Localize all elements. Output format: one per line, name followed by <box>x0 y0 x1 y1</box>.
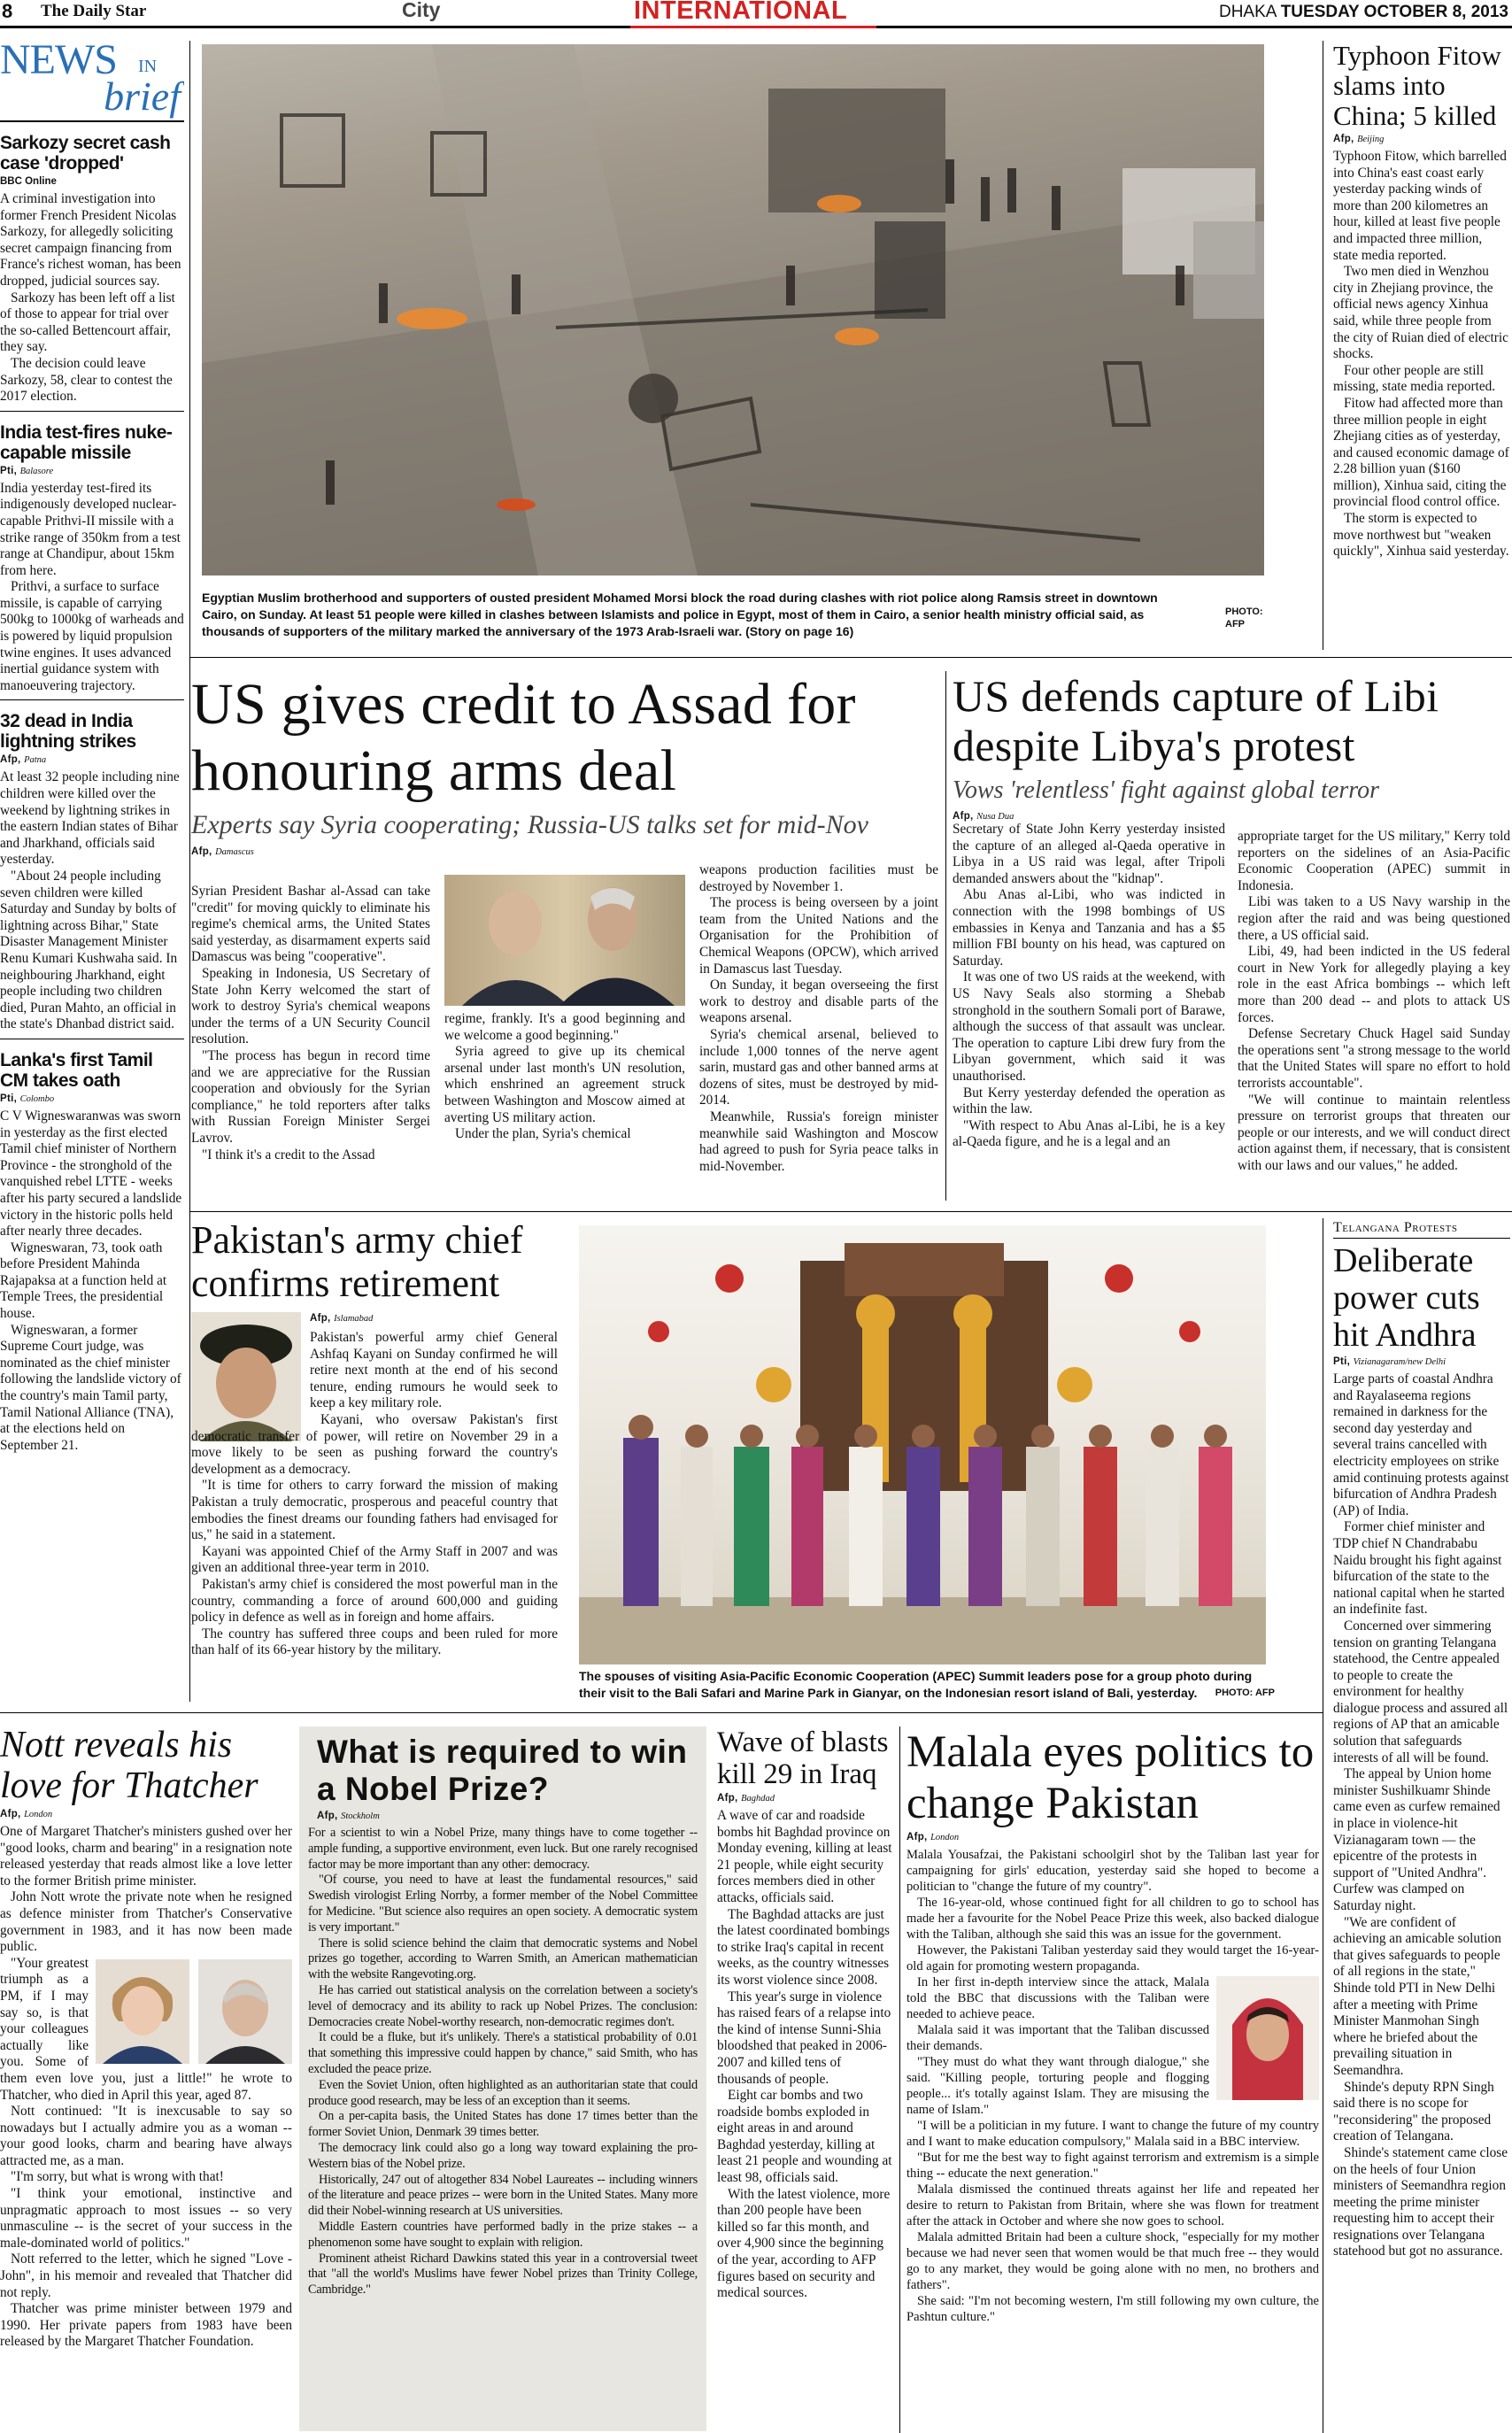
thatcher-body: One of Margaret Thatcher's ministers gushed over her "good looks, charm and bearing" in a resignation note released yesterday that reads almost like a love letter to the former British prime minister. John Nott wrote the private note when he resigned as defence minister from Thatcher's Conservative government in 1983, and it has now been made public. "Your greatest triumph as a PM, if I may say so, is that your colleagues actually like you. Some of them even love you, just a little!" he wrote to Thatcher, who died in April this year, aged 87. Nott continued: "It is inexcusable to say so nowadays but I actually admire you as a woman -- your good looks, charm and bearing have always attracted me, as a man. "I'm sorry, but what is wrong with that! "I think your emotional, instinctive and unpragmatic approach to most issues -- so very unmasculine -- is the secret of your success in the male-dominated world of politics." Nott referred to the letter, which he signed "Love - John", in his memoir and revealed that Thatcher did not reply. Thatcher was prime minister between 1979 and 1990. Her private papers from 1983 have been released by the Margaret Thatcher Foundation. <box>0 1824 292 2350</box>
dateline-place: DHAKA <box>1218 3 1277 21</box>
libi-body-col2: appropriate target for the US military," Kerry told reporters on the sidelines of an Asia-Pacific Economic Cooperation (APEC) summit in Indonesia. Libi was taken to a US Navy warship in the region after the raid and was being questioned there, a US official said. Libi, 49, had been indicted in the US federal court in New York for allegedly playing a key role in the east Africa bombings -- which left more than 200 dead -- and plots to attack US forces. Defense Secretary Chuck Hagel said Sunday the operations sent "a strong message to the world that the United States will spare no effort to hold terrorists accountable". "We will continue to maintain relentless pressure on terrorist groups that threaten our people or our interests, and we will conduct direct action against them, if necessary, that is consistent with our laws and our values," he added. <box>1238 829 1510 1173</box>
brief-body: India yesterday test-fired its indigenously developed nuclear-capable Prithvi-II missile with a strike range of 350km from a test range at Chandipur, about 15km from here. Prithvi, a surface to surface missile, is capable of carrying 500kg to 1000kg of warheads and is powered by liquid propulsion twine engines. It uses advanced inertial guidance system with manoeuvering trajectory. <box>0 480 184 693</box>
thatcher-nott-photos <box>96 1959 292 2064</box>
pakistan-body: Pakistan's powerful army chief General Ashfaq Kayani on Sunday confirmed he will retire next month at the end of his second tenure, ending rumours he would seek to keep a key military role. Kayani, who oversaw Pakistan's first democratic transfer of power, will retire on November 29 in a move likely to be seen as pushing forward the country's development as a democracy. "It is time for others to carry forward the mission of making Pakistan a truly democratic, prosperous and peaceful country that embodies the finest dreams our founding fathers had envisaged for us," he said in a statement. Kayani was appointed Chief of the Army Staff in 2007 and was given an additional three-year term in 2010. Pakistan's army chief is considered the most powerful man in the country, commanding a force of around 600,000 and guiding policy in defence as well as in foreign and home affairs. The country has suffered three coups and been ruled for more than half of its 66-year history by the military. <box>191 1330 558 1658</box>
brief-body: At least 32 people including nine children were killed over the weekend by lightning strikes in the eastern Indian states of Bihar and Jharkhand, officials said yesterday. "About 24 people including seven children were killed Saturday and Sunday by bolts of lightning across Bihar," State Disaster Management Minister Renu Kumari Kushwaha said. In neighbouring Jharkhand, eight people including two children died, Puran Mahto, an official in the state's Dhanbad district said. <box>0 769 180 1032</box>
nobel-headline: What is required to win a Nobel Prize? <box>317 1734 688 1807</box>
left-column-divider <box>189 41 190 1702</box>
telangana-body: Large parts of coastal Andhra and Rayalaseema regions remained in darkness for the second day yesterday and several trains cancelled with electricity employees on strike amid continuing protests against bifurcation of Andhra Pradesh (AP) of India. Former chief minister and TDP chief N Chandrababu Naidu brought his fight against bifurcation of the state to the national capital when he started an indefinite fast. Concerned over simmering tension on granting Telangana statehood, the Centre appealed to people to create the environment for healthy dialogue process and assured all regions of AP that an amicable solution that safeguards interests of all will be found. The appeal by Union home minister Sushilkuamr Shinde came even as curfew remained in place in violence-hit Vizianagaram town — the epicentre of the protests in support of "United Andhra". Curfew was clamped on Saturday night. "We are confident of achieving an amicable solution that gives safeguards to people of all regions in the state," Shinde told PTI in New Delhi after a meeting with Prime Minister Manmohan Singh where he briefed about the prevailing situation in Seemandhra. Shinde's deputy RPN Singh said there is no scope for "reconsidering" the proposed creation of Telangana. Shinde's statement came close on the heels of four Union ministers of Seemandhra region meeting the prime minister requesting him to accept their resignations over Telangana statehood but got no assurance. <box>1333 1371 1509 2259</box>
cairo-photo-caption: Egyptian Muslim brotherhood and supporters of ousted president Mohamed Morsi block the road during clashes with riot police along Ramsis street in downtown Cairo, on Sunday. At least 51 people were killed in clashes between Islamists and police in Egypt, most of them in Cairo, a senior health ministry official said, as thousands of supporters of the military marked the anniversary of the 1973 Arab-Israeli war. (Story on page 16) <box>202 591 1158 638</box>
assad-article <box>191 671 954 1202</box>
malala-photo <box>1216 1976 1319 2100</box>
kerry-lavrov-photo <box>444 875 685 1006</box>
telangana-credit: Pti, Vizianagaram/new Delhi <box>1333 1356 1446 1367</box>
brief-body: A criminal investigation into former French President Nicolas Sarkozy, for allegedly soliciting secret campaign financing from France's richest woman, has been dropped, judicial sources say. Sarkozy has been left off a list of those to appear for trial over the so-called Bettencourt affair, they say. The decision could leave Sarkozy, 58, clear to contest the 2017 election. <box>0 191 181 405</box>
thatcher-headline: Nott reveals his love for Thatcher <box>0 1725 258 1806</box>
nobel-credit: Afp, Stockholm <box>317 1811 380 1821</box>
brief-credit: Pti, Colombo <box>0 1093 55 1104</box>
libi-subhead: Vows 'relentless' fight against global terror <box>953 776 1380 804</box>
iraq-headline: Wave of blasts kill 29 in Iraq <box>717 1726 889 1790</box>
libi-headline: US defends capture of Libi despite Libya's protest <box>953 671 1439 770</box>
iraq-credit: Afp, Baghdad <box>717 1793 775 1804</box>
section-title: INTERNATIONAL <box>634 0 848 25</box>
cairo-clashes-photo <box>202 44 1264 575</box>
typhoon-credit: Afp, Beijing <box>1333 134 1385 144</box>
malala-credit: Afp, London <box>906 1832 960 1842</box>
thatcher-credit: Afp, London <box>0 1809 53 1819</box>
apec-photo-credit: PHOTO: AFP <box>1215 1688 1275 1698</box>
brief-item <box>0 711 184 1033</box>
iraq-divider <box>899 1726 900 2433</box>
assad-libi-divider <box>945 671 946 1201</box>
news-in-brief-title-brief: brief <box>104 73 181 119</box>
libi-credit: Afp, Nusa Dua <box>953 811 1014 822</box>
nobel-body: For a scientist to win a Nobel Prize, many things have to come together -- ample funding, a supportive environment, even luck. But one rarely recognised factor may be more important than any other: democracy. "Of course, you need to have at least the fundamental resources," said Swedish virologist Erling Norrby, a former member of the Nobel Committee for Medicine. "But science also requires an open society. A democratic system is very important." There is solid science behind the claim that democratic systems and Nobel prizes go together, according to Warren Smith, an American mathematician with the website Rangevoting.org. He has carried out statistical analysis on the correlation between a society's level of democracy and its ability to rack up Nobel Prizes. The conclusion: Democracies create Nobel-worthy research, non-democratic regimes don't. It could be a fluke, but it's unlikely. There's a statistical probability of 0.01 that something this impressive could happen by chance," said Smith, who has excluded the peace prize. Even the Soviet Union, often highlighted as an authoritarian state that could produce good research, may be less of an exception than it seems. On a per-capita basis, the United States has done 17 times better than the former Soviet Union, Denmark 39 times better. The democracy link could also go a long way toward explaining the pro-Western bias of the Nobel prize. Historically, 247 out of altogether 834 Nobel Laureates -- including winners of the literature and peace prizes -- were born in the United States. Many more did their Nobel-winning research at US universities. Middle Eastern countries have performed badly in the prize stakes -- a phenomenon some have sought to explain with religion. Prominent atheist Richard Dawkins stated this year in a controversial tweet that "all the world's Muslims have fewer Nobel prizes than Trinity College, Cambridge." <box>308 1826 698 2298</box>
city-section-label: City <box>402 0 441 21</box>
brief-item <box>0 133 184 406</box>
paper-name: The Daily Star <box>41 2 147 20</box>
page-number: 8 <box>2 0 13 22</box>
news-in-brief-column <box>0 41 184 1702</box>
libi-body-col1: Secretary of State John Kerry yesterday insisted the capture of an alleged al-Qaeda operative in Libya in a US raid was legal, after Tripoli demanded answers about the "kidnap". Abu Anas al-Libi, who was indicted in connection with the 1998 bombings of US embassies in Kenya and Tanzania and has a $5 million FBI bounty on his head, was captured on Saturday. It was one of two US raids at the weekend, with US Navy Seals also storming a Shebab stronghold in the southern Somali port of Barawe, although the success of that assault was unclear. The operation to capture Libi drew fury from the Libyan government, which said it was unauthorised. But Kerry yesterday defended the operation as within the law. "With respect to Abu Anas al-Libi, he is a key al-Qaeda figure, and he is a legal and an <box>953 822 1225 1150</box>
news-in-brief-title-news: NEWS <box>0 41 117 83</box>
brief-credit: BBC Online <box>0 176 57 187</box>
typhoon-headline: Typhoon Fitow slams into China; 5 killed <box>1333 41 1501 131</box>
brief-item <box>0 1050 184 1454</box>
assad-subhead: Experts say Syria cooperating; Russia-US talks set for mid-Nov <box>191 810 868 839</box>
apec-spouses-photo <box>579 1225 1266 1664</box>
pakistan-credit: Afp, Islamabad <box>310 1313 374 1324</box>
brief-headline: 32 dead in India lightning strikes <box>0 711 136 753</box>
dateline <box>1219 3 1508 22</box>
telangana-kicker: Telangana Protests <box>1333 1220 1510 1239</box>
thatcher-article <box>0 1725 292 2433</box>
assad-body-col2: regime, frankly. It's a good beginning and we welcome a good beginning." Syria agreed to give up its chemical arsenal under last month's UN resolution, which enshrined an agreement struck between Washington and Moscow aimed at averting US military action. Under the plan, Syria's chemical <box>444 1011 685 1142</box>
apec-photo-illustration <box>579 1225 1266 1664</box>
brief-headline: Lanka's first Tamil CM takes oath <box>0 1049 153 1091</box>
bottom-section-rule <box>0 1712 1323 1713</box>
dateline-date: TUESDAY OCTOBER 8, 2013 <box>1280 3 1508 21</box>
news-in-brief-title-in: IN <box>138 57 158 76</box>
brief-item <box>0 422 184 695</box>
brief-body: C V Wigneswaranwas was sworn in yesterday as the first elected Tamil chief minister of Northern Province - the stronghold of the vanquished rebel LTTE - weeks after his party secured a landslide victory in the historic polls held after nearly three decades. Wigneswaran, 73, took oath before President Mahinda Rajapaksa at a function held at Temple Trees, the presidential house. Wigneswaran, a former Supreme Court judge, was nominated as the chief minister following the landslide victory of the country's main Tamil party, Tamil National Alliance (TNA), at the elections held on September 21. <box>0 1108 182 1453</box>
section-rule <box>189 657 1512 658</box>
assad-headline: US gives credit to Assad for honouring arms deal <box>191 672 856 803</box>
photo-scene-illustration <box>202 44 1264 575</box>
cairo-photo-credit: PHOTO: AFP <box>1225 606 1263 629</box>
malala-body: Malala Yousafzai, the Pakistani schoolgirl shot by the Taliban last year for campaigning for girls' education, yesterday said she hoped to become a politician to "change the future of my country". The 16-year-old, whose continued fight for all children to go to school has made her a favourite for the Nobel Peace Prize this week, also backed dialogue with the Taliban, although she said this was an issue for the government. However, the Pakistani Taliban yesterday said they would target the 16-year-old again for promoting western propaganda. In her first in-depth interview since the attack, Malala told the BBC that discussions with the Taliban were needed to achieve peace. Malala said it was important that the Taliban discussed their demands. "They must do what they want through dialogue," she said. "Killing people, torturing people and flogging people... it's totally against Islam. They are misusing the name of Islam." "I will be a politician in my future. I want to change the future of my country and I want to make education compulsory," Malala said in a BBC interview. "But for me the best way to fight against terrorism and extremism is a simple thing -- educate the next generation." Malala dismissed the continued threats against her life and repeated her desire to return to Pakistan from Britain, where she was flown for treatment after the attack in October and where she now goes to school. Malala admitted Britain had been a culture shock, "especially for my mother because we had never seen that women would be that much free -- they would go to any market, they would be going alone with no men, no brothers and fathers". She said: "I'm not becoming western, I'm still following my own culture, the Pashtun culture." <box>906 1848 1319 2324</box>
pakistan-headline: Pakistan's army chief confirms retirement <box>191 1218 523 1305</box>
assad-credit: Afp, Damascus <box>191 846 254 857</box>
assad-body-col1: Syrian President Bashar al-Assad can take "credit" for moving quickly to eliminate his regime's chemical arms, the United States said yesterday, as disarmament experts said Damascus was being "cooperative". Speaking in Indonesia, US Secretary of State John Kerry welcomed the start of work to destroy Syria's chemical weapons under the terms of a UN Security Council resolution. "The process has begun in record time and we are appreciative for the Russian cooperation and obviously for the Syrian compliance," he told reporters after talks with Russian Foreign Minister Sergei Lavrov. "I think it's a credit to the Assad <box>191 884 430 1162</box>
brief-headline: Sarkozy secret cash case 'dropped' <box>0 133 171 174</box>
pakistan-article <box>191 1218 565 1714</box>
brief-credit: Pti, Balasore <box>0 465 54 476</box>
typhoon-article <box>1333 41 1510 650</box>
brief-credit: Afp, Patna <box>0 754 47 766</box>
typhoon-body: Typhoon Fitow, which barrelled into China's east coast early yesterday packing winds of more than 200 kilometres an hour, killed at least five people and impacted three million, state media reported. Two men died in Wenzhou city in Zhejiang province, the official news agency Xinhua said, while three people from the city of Ruian died of electric shocks. Four other people are still missing, state media reported. Fitow had affected more than three million people in eight Zhejiang cities as of yesterday, and caused economic damage of 2.28 billion yuan ($160 million), Xinhua said, citing the provincial flood control office. The storm is expected to move northwest but "weaken quickly", Xinhua said yesterday. <box>1333 149 1509 560</box>
masthead-red-rule <box>630 26 876 28</box>
libi-article <box>953 671 1512 1201</box>
telangana-article <box>1333 1220 1510 2433</box>
brief-headline: India test-fires nuke-capable missile <box>0 421 173 463</box>
news-in-brief-logo <box>0 41 184 122</box>
assad-body-col3: weapons production facilities must be destroyed by November 1. The process is being overseen by a joint team from the United Nations and the Organisation for the Prohibition of Chemical Weapons (OPCW), which arrived in Damascus last Tuesday. On Sunday, it began overseeing the first work to destroy and disable parts of the weapons arsenal. Syria's chemical arsenal, believed to include 1,000 tonnes of the nerve agent sarin, mustard gas and other banned arms at dozens of sites, must be destroyed by mid-2014. Meanwhile, Russia's foreign minister meanwhile said Washington and Moscow had agreed to push for Syria peace talks in mid-November. <box>699 862 938 1174</box>
nobel-article <box>299 1726 706 2431</box>
mid-section-rule <box>189 1211 1512 1212</box>
apec-photo-caption: The spouses of visiting Asia-Pacific Economic Cooperation (APEC) Summit leaders pose for a group photo during their visit to the Bali Safari and Marine Park in Gianyar, on the Indonesian resort island of Bali, yesterday. <box>579 1669 1253 1700</box>
telangana-headline: Deliberate power cuts hit Andhra <box>1333 1242 1480 1354</box>
iraq-body: A wave of car and roadside bombs hit Baghdad province on Monday evening, killing at least 21 people, while eight security forces members died in other attacks, officials said. The Baghdad attacks are just the latest coordinated bombings to strike Iraq's capital in recent weeks, as the country witnesses its worst violence since 2008. This year's surge in violence has raised fears of a relapse into the kind of intense Sunni-Shia bloodshed that peaked in 2006-2007 and killed tens of thousands of people. Eight car bombs and two roadside bombs exploded in eight areas in and around Baghdad yesterday, killing at least 21 people and wounding at least 98, officials said. With the latest violence, more than 200 people have been killed so far this month, and over 4,900 since the beginning of the year, according to AFP figures based on security and medical sources. <box>717 1808 892 2301</box>
iraq-article <box>717 1726 892 2433</box>
masthead <box>0 0 1512 27</box>
malala-article <box>906 1726 1319 2433</box>
malala-headline: Malala eyes politics to change Pakistan <box>906 1727 1315 1828</box>
